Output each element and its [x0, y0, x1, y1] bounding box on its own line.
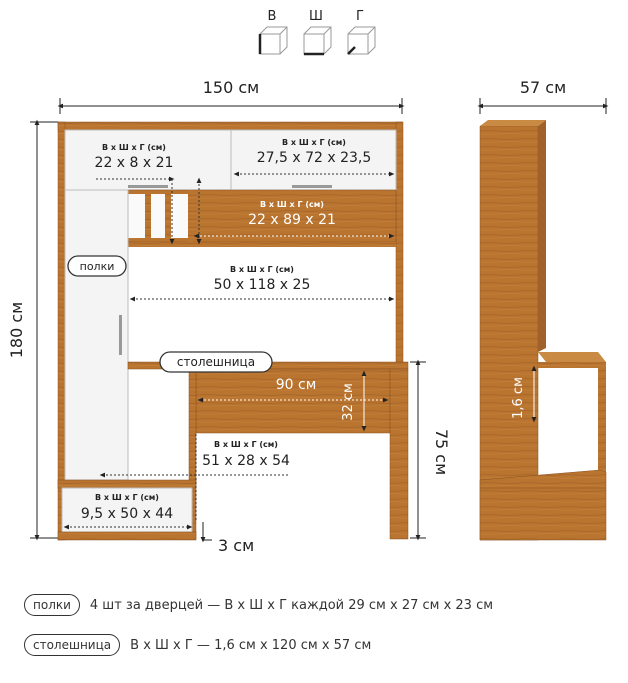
width-cube-icon: [304, 27, 331, 54]
open-shelf-dimensions: 22 х 89 х 21: [248, 212, 336, 228]
depth-cube-icon: [348, 27, 375, 54]
dimension-header: В х Ш х Г (см): [102, 143, 166, 152]
side-thickness-value: 1,6 см: [511, 377, 526, 419]
desk-height-dimension: [410, 362, 451, 538]
depth-axis-label: Г: [356, 9, 364, 24]
shelves-legend: [24, 594, 493, 616]
shelves-callout-text: полки: [79, 260, 115, 273]
overall-width-dimension: [60, 78, 402, 114]
tabletop-legend-text: В х Ш х Г — 1,6 см х 120 см х 57 см: [130, 637, 372, 653]
tabletop-callout-text: столешница: [176, 355, 256, 369]
tabletop-callout: [160, 352, 272, 372]
height-cube-icon: [260, 27, 287, 54]
width-axis-label: Ш: [309, 9, 323, 24]
top-right-dimensions: 27,5 х 72 х 23,5: [256, 150, 372, 166]
overall-width-value: 150 см: [202, 78, 260, 97]
axis-icons: [260, 9, 375, 54]
height-axis-label: В: [267, 9, 277, 24]
dimension-header: В х Ш х Г (см): [230, 265, 294, 274]
overall-depth-value: 57 см: [519, 78, 567, 97]
foot-gap-value: 3 см: [218, 536, 255, 555]
drawer-dimensions: 9,5 х 50 х 44: [80, 506, 174, 522]
middle-dimensions: 50 х 118 х 25: [213, 277, 311, 293]
shelves-legend-tag: полки: [24, 594, 80, 616]
tabletop-legend: [24, 634, 371, 656]
panel-height-value: 32 см: [341, 383, 356, 421]
foot-gap-dimension: [203, 522, 254, 555]
front-view: [58, 122, 408, 540]
tabletop-legend-tag: столешница: [24, 634, 120, 656]
panel-width-value: 90 см: [275, 377, 317, 393]
dimension-header: В х Ш х Г (см): [282, 138, 346, 147]
dimension-header: В х Ш х Г (см): [260, 200, 324, 209]
middle-compartment-label: [132, 265, 392, 299]
overall-height-dimension: [7, 122, 58, 538]
under-desk-dimensions: 51 х 28 х 54: [202, 453, 290, 469]
side-view: [480, 78, 606, 540]
top-left-dimensions: 22 х 8 х 21: [94, 155, 174, 171]
dimension-header: В х Ш х Г (см): [214, 440, 278, 449]
desk-height-value: 75 см: [432, 428, 451, 476]
shelves-legend-text: 4 шт за дверцей — В х Ш х Г каждой 29 см х 27 см х 23 см: [89, 597, 494, 613]
shelves-callout: [68, 256, 126, 276]
dimension-header: В х Ш х Г (см): [95, 493, 159, 502]
overall-height-value: 180 см: [7, 301, 26, 359]
